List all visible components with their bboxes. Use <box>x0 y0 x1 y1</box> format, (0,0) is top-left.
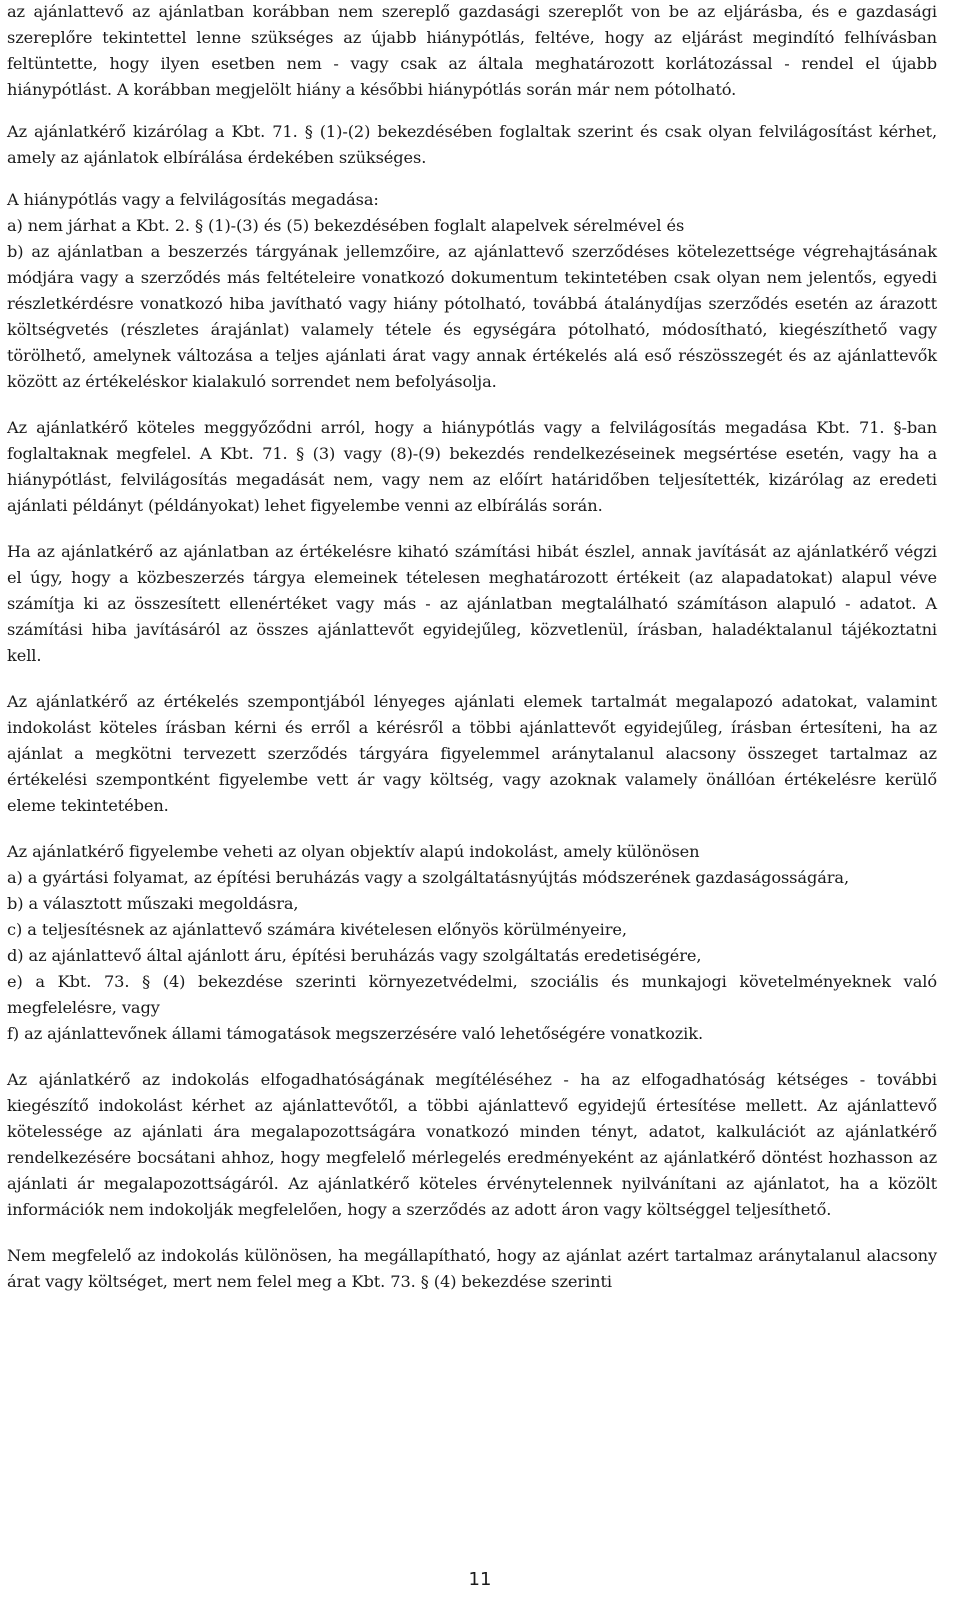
list-item-b: b) a választott műszaki megoldásra, <box>7 894 299 913</box>
document-body <box>7 0 937 1295</box>
paragraph-objektiv-indokolas <box>7 839 937 1047</box>
paragraph-hianypotlas-continuation: az ajánlattevő az ajánlatban korábban nem szereplő gazdasági szereplőt von be az eljárásba, és e gazdasági szereplőre tekintettel lenne szükséges az újabb hiánypótlás, feltéve, hogy az eljárást megindító felhívásban feltüntette, hogy ilyen esetben nem - vagy csak az általa meghatározott korlátozással - rendel el újabb hiánypótlást. A korábban megjelölt hiány a későbbi hiánypótlás során már nem pótolható. <box>7 2 937 99</box>
list-item-b: b) az ajánlatban a beszerzés tárgyának jellemzőire, az ajánlattevő szerződéses kötelezettsége végrehajtásának módjára vagy a szerződés más feltételeire vonatkozó dokumentum tekintetében csak olyan nem jelentős, egyedi részletkérdésre vonatkozó hiba javítható vagy hiány pótolható, továbbá átalánydíjas szerződés esetén az árazott költségvetés (részletes árajánlat) valamely tétele és egységára pótolható, módosítható, kiegészíthető vagy törölhető, amelynek változása a teljes ajánlati árat vagy annak értékelés alá eső részösszegét és az ajánlattevők között az értékeléskor kialakuló sorrendet nem befolyásolja. <box>7 242 937 391</box>
paragraph-szamitasi-hiba: Ha az ajánlatkérő az ajánlatban az értékelésre kiható számítási hibát észlel, annak javítását az ajánlatkérő végzi el úgy, hogy a közbeszerzés tárgya elemeinek tételesen meghatározott értékeit (az alapadatokat) alapul véve számítja ki az összesített ellenértéket vagy más - az ajánlatban megtalálható számításon alapuló - adatot. A számítási hiba javításáról az összes ajánlattevőt egyidejűleg, közvetlenül, írásban, haladéktalanul tájékoztatni kell. <box>7 542 937 665</box>
paragraph-nem-megfelelo-indokolas: Nem megfelelő az indokolás különösen, ha megállapítható, hogy az ajánlat azért tartalmaz aránytalanul alacsony árat vagy költséget, mert nem felel meg a Kbt. 73. § (4) bekezdése szerinti <box>7 1246 937 1291</box>
list-item-f: f) az ajánlattevőnek állami támogatások megszerzésére való lehetőségére vonatkozik. <box>7 1024 704 1043</box>
list-item-a: a) nem járhat a Kbt. 2. § (1)-(3) és (5) bekezdésében foglalt alapelvek sérelmével és <box>7 216 685 235</box>
list-item-d: d) az ajánlattevő által ajánlott áru, építési beruházás vagy szolgáltatás eredetiségére, <box>7 946 702 965</box>
list-intro: Az ajánlatkérő figyelembe veheti az olyan objektív alapú indokolást, amely különösen <box>7 842 700 861</box>
list-item-c: c) a teljesítésnek az ajánlattevő számára kivételesen előnyös körülményeire, <box>7 920 627 939</box>
page-number: 11 <box>468 1569 492 1590</box>
list-item-a: a) a gyártási folyamat, az építési beruházás vagy a szolgáltatásnyújtás módszerének gazdaságosságára, <box>7 868 849 887</box>
document-page <box>7 0 937 1599</box>
paragraph-hianypotlas-megadasa <box>7 187 937 395</box>
paragraph-meggyozodes: Az ajánlatkérő köteles meggyőződni arról, hogy a hiánypótlás vagy a felvilágosítás megadása Kbt. 71. §-ban foglaltaknak megfelel. A Kbt. 71. § (3) vagy (8)-(9) bekezdés rendelkezéseinek megsértése esetén, vagy ha a hiánypótlást, felvilágosítás megadását nem, vagy nem az előírt határidőben teljesítették, kizárólag az eredeti ajánlati példányt (példányokat) lehet figyelembe venni az elbírálás során. <box>7 418 937 515</box>
list-intro: A hiánypótlás vagy a felvilágosítás megadása: <box>7 190 379 209</box>
list-item-e: e) a Kbt. 73. § (4) bekezdése szerinti környezetvédelmi, szociális és munkajogi követelményeknek való megfelelésre, vagy <box>7 972 937 1017</box>
paragraph-felvilagositas: Az ajánlatkérő kizárólag a Kbt. 71. § (1)-(2) bekezdésében foglaltak szerint és csak olyan felvilágosítást kérhet, amely az ajánlatok elbírálása érdekében szükséges. <box>7 122 937 167</box>
paragraph-aranytalanul-alacsony: Az ajánlatkérő az értékelés szempontjából lényeges ajánlati elemek tartalmát megalapozó adatokat, valamint indokolást köteles írásban kérni és erről a kérésről a többi ajánlattevőt egyidejűleg, írásban értesíteni, ha az ajánlat a megkötni tervezett szerződés tárgyára figyelemmel aránytalanul alacsony összeget tartalmaz az értékelési szempontként figyelembe vett ár vagy költség, vagy azoknak valamely önállóan értékelésre kerülő eleme tekintetében. <box>7 692 937 815</box>
paragraph-kiegeszito-indokolas: Az ajánlatkérő az indokolás elfogadhatóságának megítéléséhez - ha az elfogadhatóság kétséges - további kiegészítő indokolást kérhet az ajánlattevőtől, a többi ajánlattevő egyidejű értesítése mellett. Az ajánlattevő kötelessége az ajánlati ára megalapozottságára vonatkozó minden tényt, adatot, kalkulációt az ajánlatkérő rendelkezésére bocsátani ahhoz, hogy megfelelő mérlegelés eredményeként az ajánlatkérő döntést hozhasson az ajánlati ár megalapozottságáról. Az ajánlatkérő köteles érvénytelennek nyilvánítani az ajánlatot, ha a közölt információk nem indokolják megfelelően, hogy a szerződés az adott áron vagy költséggel teljesíthető. <box>7 1070 937 1219</box>
